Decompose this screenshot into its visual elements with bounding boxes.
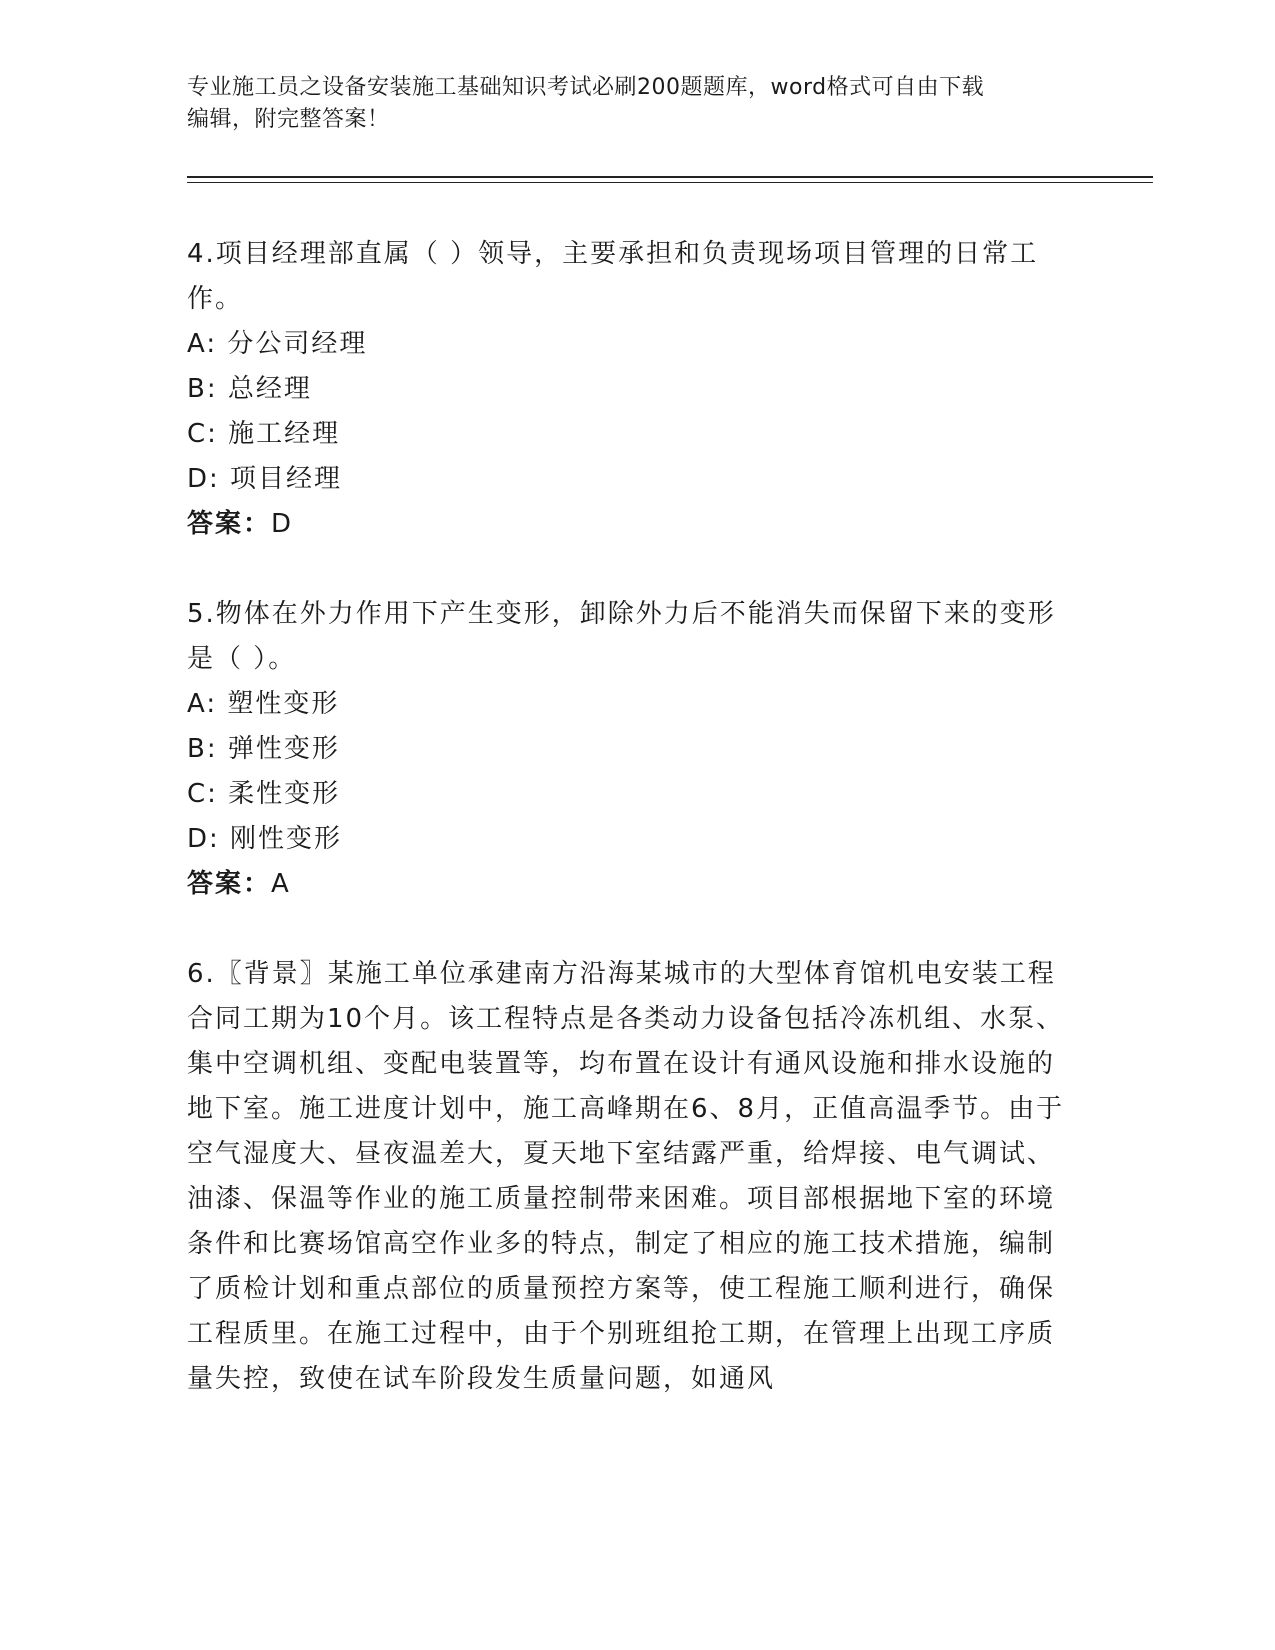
- question-stem: 6.〖背景〗某施工单位承建南方沿海某城市的大型体育馆机电安装工程合同工期为10个月。该工程特点是各类动力设备包括冷冻机组、水泵、集中空调机组、变配电装置等，均布置在设计有通风设施和排水设施的地下室。施工进度计划中，施工高峰期在6、8月，正值高温季节。由于空气湿度大、昼夜温差大，夏天地下室结露严重，给焊接、电气调试、油漆、保温等作业的施工质量控制带来困难。项目部根据地下室的环境条件和比赛场馆高空作业多的特点，制定了相应的施工技术措施，编制了质检计划和重点部位的质量预控方案等，使工程施工顺利进行，确保工程质里。在施工过程中，由于个别班组抢工期，在管理上出现工序质量失控，致使在试车阶段发生质量问题，如通风: [187, 959, 1065, 1394]
- document-body: [187, 232, 1067, 1447]
- question-stem: 5.物体在外力作用下产生变形，卸除外力后不能消失而保留下来的变形是（ ）。: [187, 599, 1056, 674]
- question-4: [187, 232, 1067, 547]
- page-header: [187, 72, 1087, 136]
- answer-label: 答案：: [187, 869, 272, 899]
- option-b: B: 弹性变形: [187, 734, 340, 764]
- header-line-1: 专业施工员之设备安装施工基础知识考试必刷200题题库，word格式可自由下载: [187, 75, 985, 100]
- header-line-2: 编辑，附完整答案！: [187, 107, 390, 132]
- answer-label: 答案：: [187, 509, 272, 539]
- option-c: C: 施工经理: [187, 419, 341, 449]
- answer: [187, 862, 1067, 907]
- option-a: A: 塑性变形: [187, 689, 340, 719]
- answer: [187, 502, 1067, 547]
- option-d: D: 刚性变形: [187, 824, 343, 854]
- question-5: [187, 592, 1067, 907]
- header-rule-thick: [187, 176, 1153, 178]
- answer-value: D: [271, 509, 294, 539]
- option-c: C: 柔性变形: [187, 779, 341, 809]
- option-b: B: 总经理: [187, 374, 312, 404]
- answer-value: A: [271, 869, 291, 899]
- header-rule-thin: [187, 182, 1153, 183]
- question-stem: 4.项目经理部直属（ ）领导，主要承担和负责现场项目管理的日常工作。: [187, 239, 1039, 314]
- option-a: A: 分公司经理: [187, 329, 368, 359]
- option-d: D: 项目经理: [187, 464, 343, 494]
- question-6: [187, 952, 1067, 1402]
